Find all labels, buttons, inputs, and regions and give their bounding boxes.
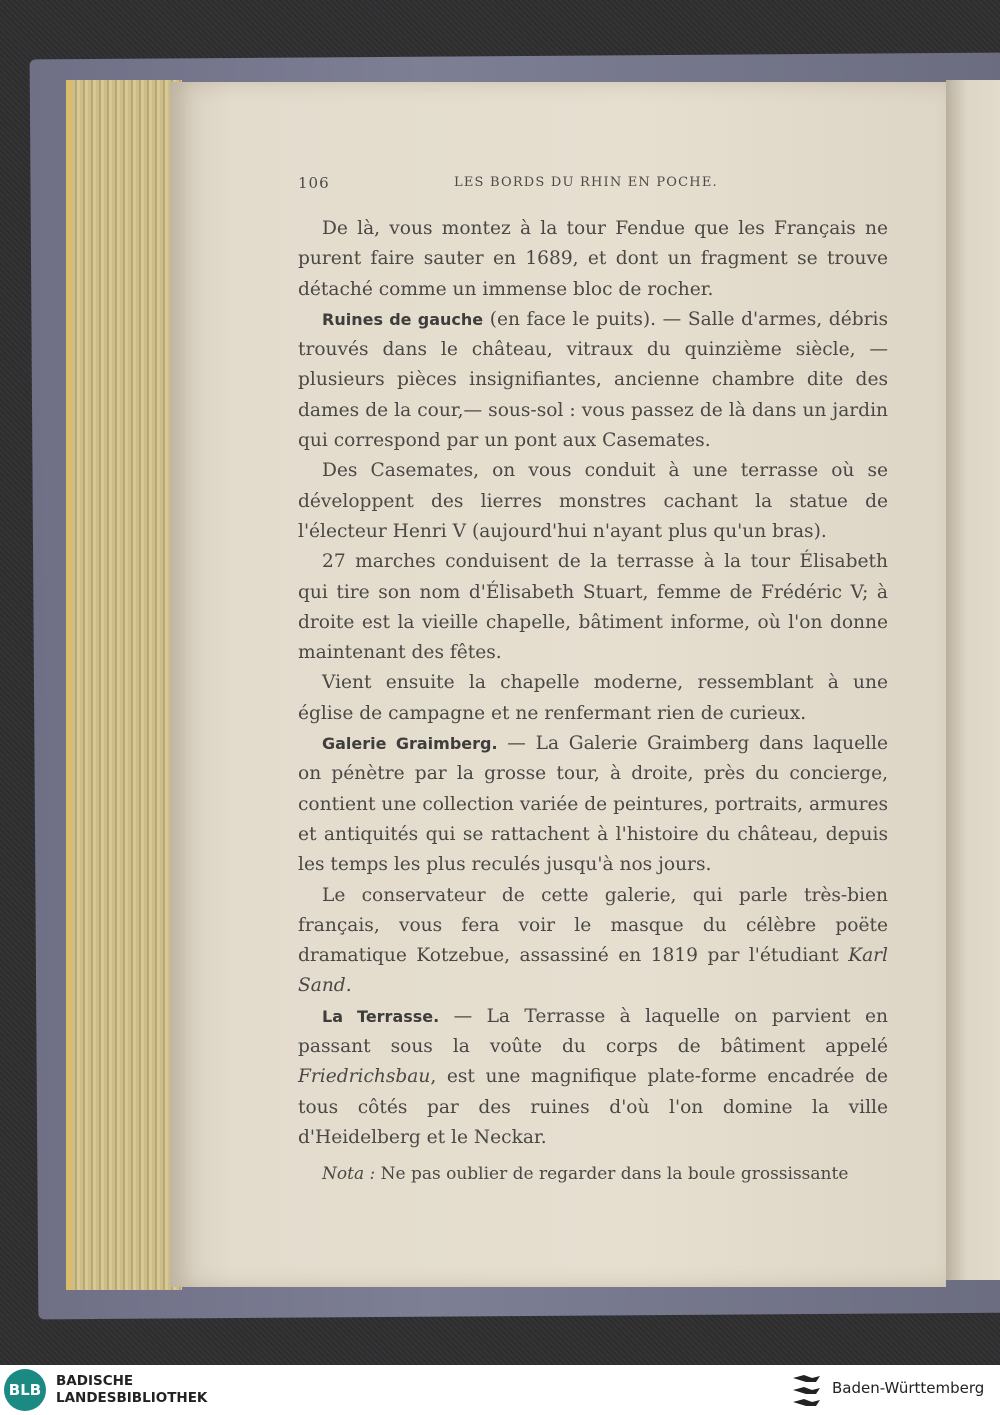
lions-emblem-icon — [790, 1372, 824, 1408]
paragraph-5: Vient ensuite la chapelle moderne, ressemblant à une église de campagne et ne renfermant rien de curieux. — [298, 672, 888, 724]
italic-building: Friedrichsbau — [298, 1066, 431, 1088]
page-header — [298, 174, 890, 198]
blb-logo[interactable]: BLB — [4, 1369, 46, 1411]
paragraph-4: 27 marches conduisent de la terrasse à la tour Élisabeth qui tire son nom d'Élisabeth Stuart, femme de Frédéric V; à droite est la vieille chapelle, bâtiment informe, où l'on donne maintenant des fêtes. — [298, 551, 888, 664]
paragraph-3: Des Casemates, on vous conduit à une terrasse où se développent des lierres monstres cachant la statue de l'électeur Henri V (aujourd'hui n'ayant plus qu'un bras). — [298, 460, 888, 542]
page-text — [298, 214, 888, 1190]
paragraph-7: Le conservateur de cette galerie, qui parle très-bien français, vous fera voir le masque du célèbre poëte dramatique Kotzebue, assassiné en 1819 par l'étudiant Karl Sand. — [298, 884, 888, 997]
library-name: BADISCHE LANDESBIBLIOTHEK — [56, 1373, 208, 1406]
footer-bar — [0, 1365, 1000, 1415]
section-title-galerie: Galerie Graimberg. — [322, 734, 498, 754]
running-head: LES BORDS DU RHIN EN POCHE. — [454, 175, 718, 190]
nota-paragraph: Nota : Ne pas oublier de regarder dans la boule grossissante — [322, 1164, 849, 1185]
section-title-terrasse: La Terrasse. — [322, 1006, 440, 1026]
italic-name: Karl Sand. — [298, 945, 888, 997]
section-title-ruines: Ruines de gauche — [322, 309, 484, 329]
paragraph-8: La Terrasse. — La Terrasse à laquelle on parvient en passant sous la voûte du corps de bâtiment appelé Friedrichsbau, est une magnifique plate-forme encadrée de tous côtés par des ruines d'où l'on domine la ville d'Heidelberg et le Neckar. — [298, 1005, 889, 1148]
next-page-edge — [946, 80, 1000, 1280]
state-name: Baden-Württemberg — [832, 1379, 985, 1397]
paragraph-2: Ruines de gauche (en face le puits). — Salle d'armes, débris trouvés dans le château, vitraux du quinzième siècle, — plusieurs pièces insignifiantes, ancienne chambre dite des dames de la cour,— sous-sol : vous passez de là dans un jardin qui correspond par un pont aux Casemates. — [298, 308, 888, 452]
paragraph-1: De là, vous montez à la tour Fendue que les Français ne purent faire sauter en 1689, et dont un fragment se trouve détaché comme un immense bloc de rocher. — [298, 218, 888, 300]
page-edges — [66, 80, 182, 1290]
page-number: 106 — [298, 174, 330, 192]
nota-label: Nota : — [322, 1164, 376, 1185]
paragraph-6: Galerie Graimberg. — La Galerie Graimberg dans laquelle on pénètre par la grosse tour, à droite, près du concierge, contient une collection variée de peintures, portraits, armures et antiquités qui se rattachent à l'histoire du château, depuis les temps les plus reculés jusqu'à nos jours. — [298, 733, 889, 876]
